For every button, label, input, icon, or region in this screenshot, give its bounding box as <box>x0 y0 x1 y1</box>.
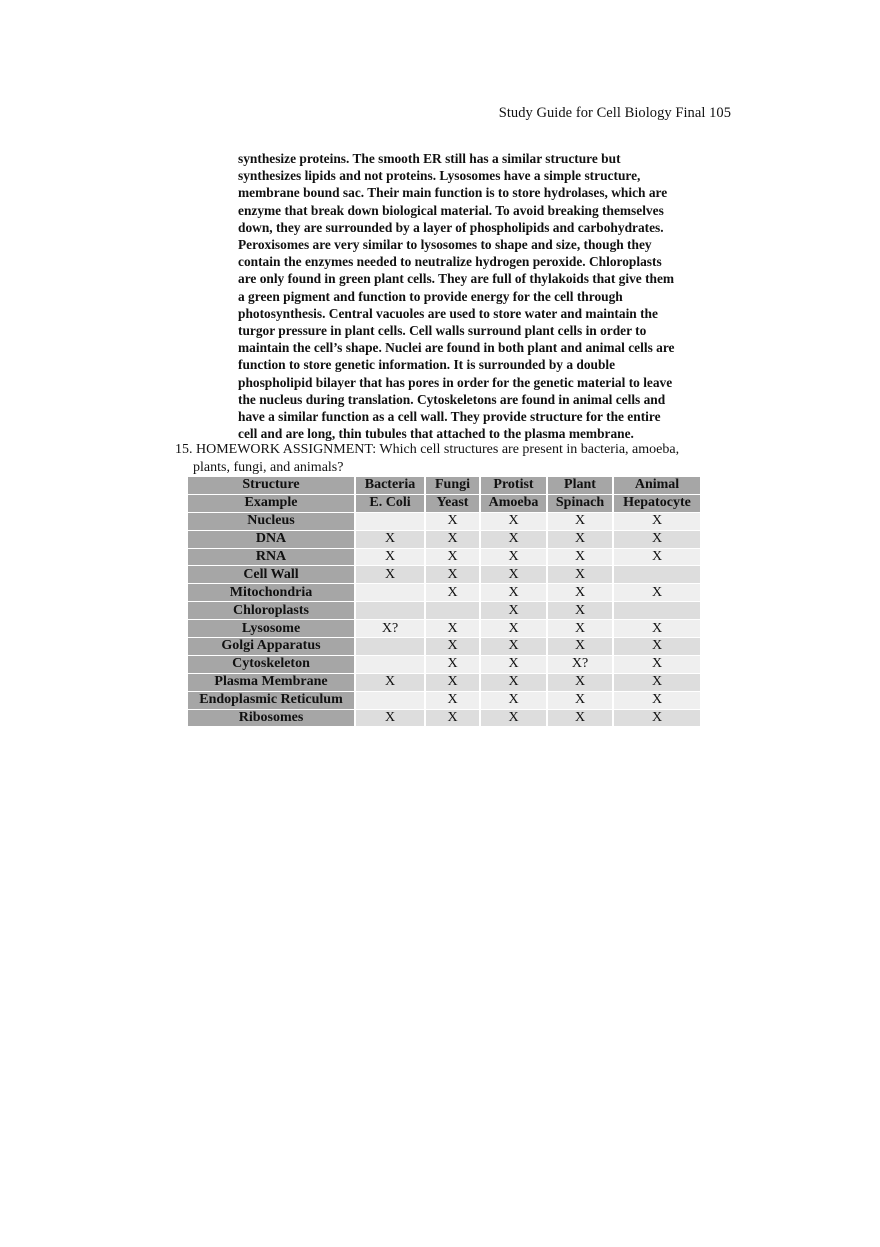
table-row <box>188 549 700 566</box>
paragraph-line: synthesize proteins. The smooth ER still has a similar structure but <box>238 151 621 166</box>
row-structure: Lysosome <box>188 620 354 637</box>
cell-animal: X <box>614 674 700 691</box>
paragraph-line: down, they are surrounded by a layer of phospholipids and carbohydrates. <box>238 219 664 235</box>
cell-protist: X <box>481 566 546 583</box>
table-row <box>188 710 700 727</box>
cell-plant: X <box>548 638 612 655</box>
cell-plant: X <box>548 531 612 548</box>
cell-animal: X <box>614 549 700 566</box>
paragraph-line: turgor pressure in plant cells. Cell walls surround plant cells in order to <box>238 323 647 339</box>
cell-bacteria <box>356 656 424 673</box>
homework-question <box>175 441 679 476</box>
table-row <box>188 674 700 691</box>
cell-protist: X <box>481 620 546 637</box>
table-row <box>188 656 700 673</box>
running-header: Study Guide for Cell Biology Final 105 <box>498 105 731 121</box>
cell-fungi: X <box>426 674 479 691</box>
example-bacteria: E. Coli <box>356 495 424 512</box>
question-line-1: 15. HOMEWORK ASSIGNMENT: Which cell structures are present in bacteria, amoeba, <box>175 442 680 457</box>
cell-fungi: X <box>426 710 479 727</box>
table-row <box>188 620 700 637</box>
cell-protist: X <box>481 674 546 691</box>
row-structure: RNA <box>188 549 354 566</box>
cell-protist: X <box>481 602 546 619</box>
row-structure: Chloroplasts <box>188 602 354 619</box>
table-row <box>188 638 700 655</box>
example-fungi: Yeast <box>426 495 479 512</box>
paragraph-line: are only found in green plant cells. They are full of thylakoids that give them <box>238 271 675 287</box>
paragraph-line: maintain the cell’s shape. Nuclei are found in both plant and animal cells are <box>238 340 675 356</box>
cell-protist: X <box>481 638 546 655</box>
paragraph-line: synthesizes lipids and not proteins. Lysosomes have a simple structure, <box>238 168 641 184</box>
cell-animal: X <box>614 692 700 709</box>
paragraph-line: cell and are long, thin tubules that attached to the plasma membrane. <box>238 426 634 442</box>
table-row <box>188 531 700 548</box>
cell-fungi: X <box>426 692 479 709</box>
table-row <box>188 513 700 530</box>
row-structure: Endoplasmic Reticulum <box>188 692 354 709</box>
cell-protist: X <box>481 584 546 601</box>
cell-bacteria <box>356 602 424 619</box>
cell-animal <box>614 602 700 619</box>
cell-plant: X <box>548 584 612 601</box>
paragraph-line: contain the enzymes needed to neutralize hydrogen peroxide. Chloroplasts <box>238 254 662 270</box>
header-fungi: Fungi <box>426 477 479 494</box>
cell-bacteria: X <box>356 674 424 691</box>
cell-plant: X <box>548 549 612 566</box>
cell-bacteria: X <box>356 531 424 548</box>
paragraph-line: enzyme that break down biological material. To avoid breaking themselves <box>238 202 664 218</box>
cell-fungi <box>426 602 479 619</box>
cell-plant: X <box>548 674 612 691</box>
cell-animal: X <box>614 638 700 655</box>
cell-plant: X <box>548 620 612 637</box>
cell-bacteria: X <box>356 549 424 566</box>
row-structure: Cell Wall <box>188 566 354 583</box>
cell-protist: X <box>481 656 546 673</box>
table-header-row <box>188 477 700 494</box>
cell-animal: X <box>614 513 700 530</box>
cell-animal: X <box>614 710 700 727</box>
paragraph-line: Peroxisomes are very similar to lysosomes to shape and size, though they <box>238 237 652 253</box>
row-structure: Ribosomes <box>188 710 354 727</box>
table-row <box>188 602 700 619</box>
cell-fungi: X <box>426 620 479 637</box>
example-animal: Hepatocyte <box>614 495 700 512</box>
cell-fungi: X <box>426 584 479 601</box>
cell-plant: X <box>548 710 612 727</box>
cell-plant: X <box>548 513 612 530</box>
cell-plant: X <box>548 692 612 709</box>
cell-protist: X <box>481 710 546 727</box>
cell-fungi: X <box>426 513 479 530</box>
paragraph-line: the nucleus during translation. Cytoskeletons are found in animal cells and <box>238 391 666 407</box>
paragraph-line: a green pigment and function to provide energy for the cell through <box>238 288 623 304</box>
cell-fungi: X <box>426 566 479 583</box>
row-structure: DNA <box>188 531 354 548</box>
paragraph-line: function to store genetic information. It is surrounded by a double <box>238 357 616 373</box>
cell-structure-table <box>186 476 702 727</box>
cell-fungi: X <box>426 656 479 673</box>
cell-fungi: X <box>426 638 479 655</box>
cell-fungi: X <box>426 549 479 566</box>
header-example: Example <box>188 495 354 512</box>
question-line-2: plants, fungi, and animals? <box>193 459 344 475</box>
cell-plant: X <box>548 602 612 619</box>
cell-bacteria: X <box>356 566 424 583</box>
table-row <box>188 584 700 601</box>
cell-protist: X <box>481 513 546 530</box>
header-plant: Plant <box>548 477 612 494</box>
example-plant: Spinach <box>548 495 612 512</box>
table-row <box>188 692 700 709</box>
header-bacteria: Bacteria <box>356 477 424 494</box>
header-protist: Protist <box>481 477 546 494</box>
cell-animal <box>614 566 700 583</box>
cell-bacteria: X? <box>356 620 424 637</box>
header-structure: Structure <box>188 477 354 494</box>
cell-plant: X? <box>548 656 612 673</box>
row-structure: Golgi Apparatus <box>188 638 354 655</box>
header-animal: Animal <box>614 477 700 494</box>
paragraph-line: photosynthesis. Central vacuoles are used to store water and maintain the <box>238 305 658 321</box>
paragraph-line: membrane bound sac. Their main function is to store hydrolases, which are <box>238 185 668 201</box>
cell-protist: X <box>481 531 546 548</box>
cell-fungi: X <box>426 531 479 548</box>
table-example-row <box>188 495 700 512</box>
cell-animal: X <box>614 656 700 673</box>
cell-animal: X <box>614 531 700 548</box>
cell-animal: X <box>614 620 700 637</box>
row-structure: Nucleus <box>188 513 354 530</box>
cell-plant: X <box>548 566 612 583</box>
answer-paragraph <box>238 150 738 442</box>
cell-protist: X <box>481 549 546 566</box>
cell-bacteria: X <box>356 710 424 727</box>
paragraph-line: have a similar function as a cell wall. They provide structure for the entire <box>238 409 661 425</box>
cell-bacteria <box>356 692 424 709</box>
paragraph-line: phospholipid bilayer that has pores in order for the genetic material to leave <box>238 374 673 390</box>
table-row <box>188 566 700 583</box>
cell-bacteria <box>356 513 424 530</box>
cell-animal: X <box>614 584 700 601</box>
cell-bacteria <box>356 638 424 655</box>
row-structure: Cytoskeleton <box>188 656 354 673</box>
row-structure: Plasma Membrane <box>188 674 354 691</box>
row-structure: Mitochondria <box>188 584 354 601</box>
cell-bacteria <box>356 584 424 601</box>
example-protist: Amoeba <box>481 495 546 512</box>
cell-protist: X <box>481 692 546 709</box>
